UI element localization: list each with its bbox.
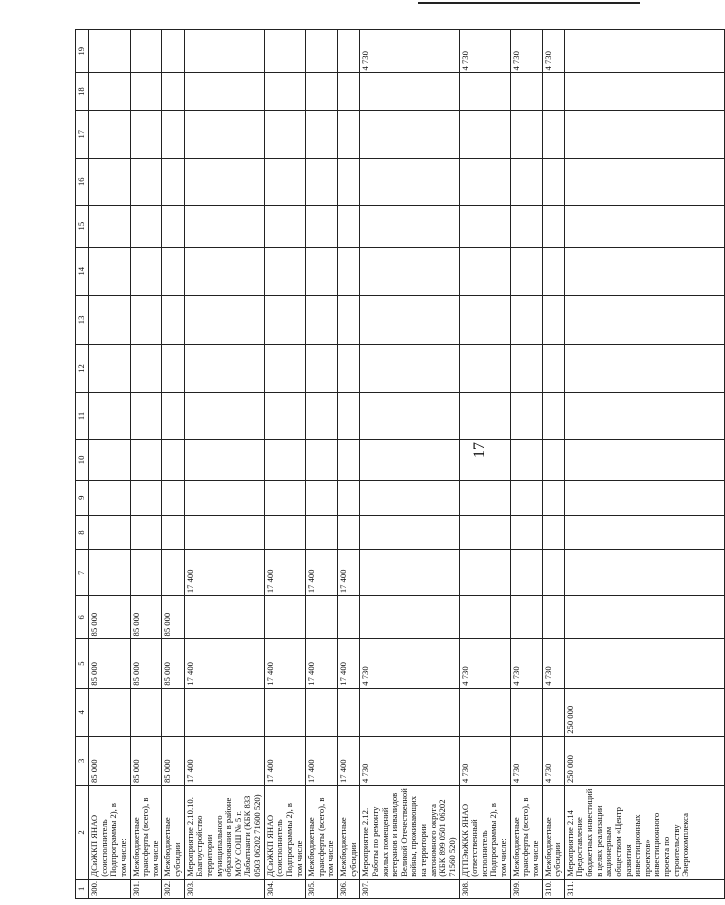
empty-cell [510, 480, 542, 515]
value-cell [564, 596, 724, 639]
empty-cell [162, 110, 184, 158]
empty-cell [338, 73, 360, 110]
empty-cell [184, 439, 264, 480]
empty-cell [564, 439, 724, 480]
value-cell: 250 000 [564, 736, 724, 785]
table-row [306, 30, 338, 899]
empty-cell [360, 439, 459, 480]
empty-cell [510, 247, 542, 295]
value-cell [89, 550, 131, 596]
empty-cell [459, 205, 510, 247]
empty-cell [338, 158, 360, 205]
value-cell: 4 730 [510, 639, 542, 688]
empty-cell [264, 480, 306, 515]
value-cell: 4 730 [510, 736, 542, 785]
empty-cell [542, 295, 564, 344]
column-header: 11 [76, 393, 89, 440]
empty-cell [542, 205, 564, 247]
empty-cell [338, 480, 360, 515]
value-cell: 17 400 [306, 639, 338, 688]
row-label: ДТПЭиЖКК ЯНАО (ответственный исполнитель Подпрограммы 2), в том числе: [459, 786, 510, 880]
value-cell: 4 730 [360, 30, 459, 73]
value-cell [542, 688, 564, 736]
empty-cell [338, 247, 360, 295]
empty-cell [459, 345, 510, 393]
column-header: 6 [76, 596, 89, 639]
empty-cell [162, 515, 184, 550]
empty-cell [89, 393, 131, 440]
empty-cell [510, 158, 542, 205]
value-cell: 17 400 [184, 639, 264, 688]
empty-cell [184, 205, 264, 247]
value-cell: 85 000 [162, 736, 184, 785]
empty-cell [564, 247, 724, 295]
empty-cell [459, 247, 510, 295]
empty-cell [264, 393, 306, 440]
empty-cell [542, 515, 564, 550]
value-cell [130, 688, 162, 736]
empty-cell [510, 205, 542, 247]
empty-cell [306, 295, 338, 344]
empty-cell [130, 439, 162, 480]
row-label: Межбюджетные субсидии [338, 786, 360, 880]
table-row [338, 30, 360, 899]
column-header: 14 [76, 247, 89, 295]
table-row [564, 30, 724, 899]
empty-cell [564, 110, 724, 158]
empty-cell [459, 73, 510, 110]
row-number: 306. [338, 879, 360, 898]
row-label: Межбюджетные трансферты (всего), в том числе [130, 786, 162, 880]
empty-cell [130, 158, 162, 205]
empty-cell [564, 345, 724, 393]
empty-cell [510, 295, 542, 344]
column-header: 18 [76, 73, 89, 110]
column-header: 16 [76, 158, 89, 205]
value-cell: 17 400 [306, 736, 338, 785]
value-cell [338, 596, 360, 639]
empty-cell [360, 110, 459, 158]
empty-cell [306, 439, 338, 480]
empty-cell [306, 110, 338, 158]
empty-cell [130, 393, 162, 440]
empty-cell [162, 73, 184, 110]
empty-cell [184, 73, 264, 110]
empty-cell [360, 158, 459, 205]
row-label: Межбюджетные трансферты (всего), в том числе [306, 786, 338, 880]
table-row [360, 30, 459, 899]
column-header: 8 [76, 515, 89, 550]
empty-cell [264, 247, 306, 295]
empty-cell [162, 205, 184, 247]
value-cell: 17 400 [264, 639, 306, 688]
value-cell [459, 688, 510, 736]
empty-cell [130, 295, 162, 344]
empty-cell [360, 345, 459, 393]
empty-cell [564, 295, 724, 344]
value-cell: 4 730 [459, 30, 510, 73]
empty-cell [338, 110, 360, 158]
empty-cell [306, 393, 338, 440]
row-number: 303. [184, 879, 264, 898]
empty-cell [564, 158, 724, 205]
value-cell: 4 730 [360, 639, 459, 688]
empty-cell [89, 480, 131, 515]
empty-cell [130, 73, 162, 110]
value-cell [510, 596, 542, 639]
row-label: Мероприятие 2.14 Предоставление бюджетных инвестиций в целях реализации акционерным обществом «Центр развития инвестиционных проектов» инвестиционного проекта по строительству Энергокомплекса [564, 786, 724, 880]
row-label: Межбюджетные субсидии [162, 786, 184, 880]
value-cell: 17 400 [338, 639, 360, 688]
empty-cell [306, 205, 338, 247]
empty-cell [338, 393, 360, 440]
value-cell: 85 000 [130, 596, 162, 639]
row-number: 308. [459, 879, 510, 898]
value-cell: 4 730 [542, 30, 564, 73]
empty-cell [89, 205, 131, 247]
empty-cell [306, 158, 338, 205]
empty-cell [162, 295, 184, 344]
empty-cell [459, 515, 510, 550]
empty-cell [510, 439, 542, 480]
empty-cell [306, 345, 338, 393]
table-row [162, 30, 184, 899]
table-row [510, 30, 542, 899]
value-cell [338, 30, 360, 73]
value-cell [542, 550, 564, 596]
empty-cell [542, 345, 564, 393]
empty-cell [264, 345, 306, 393]
empty-cell [510, 515, 542, 550]
row-label: Мероприятие 2.12. Работы по ремонту жилых помещений ветеранов и инвалидов Великой Отечественной войны, проживающих на территории автономного округа (КБК 899 0501 06202 71560 520) [360, 786, 459, 880]
empty-cell [89, 73, 131, 110]
empty-cell [89, 515, 131, 550]
value-cell [162, 30, 184, 73]
row-number: 305. [306, 879, 338, 898]
value-cell: 17 400 [264, 736, 306, 785]
empty-cell [130, 480, 162, 515]
empty-cell [542, 110, 564, 158]
empty-cell [542, 73, 564, 110]
value-cell [184, 596, 264, 639]
empty-cell [564, 73, 724, 110]
empty-cell [89, 158, 131, 205]
column-header: 4 [76, 688, 89, 736]
value-cell: 4 730 [510, 30, 542, 73]
empty-cell [130, 110, 162, 158]
empty-cell [162, 158, 184, 205]
table-row [542, 30, 564, 899]
empty-cell [264, 205, 306, 247]
value-cell: 85 000 [89, 596, 131, 639]
empty-cell [130, 247, 162, 295]
budget-table [75, 29, 725, 899]
empty-cell [89, 345, 131, 393]
empty-cell [510, 345, 542, 393]
column-header: 13 [76, 295, 89, 344]
value-cell: 17 400 [338, 550, 360, 596]
header-row [76, 30, 89, 899]
row-number: 304. [264, 879, 306, 898]
empty-cell [89, 295, 131, 344]
value-cell: 17 400 [264, 550, 306, 596]
table-row [184, 30, 264, 899]
empty-cell [459, 480, 510, 515]
value-cell [264, 688, 306, 736]
empty-cell [184, 345, 264, 393]
empty-cell [306, 73, 338, 110]
row-number: 302. [162, 879, 184, 898]
empty-cell [184, 393, 264, 440]
column-header: 17 [76, 110, 89, 158]
empty-cell [564, 515, 724, 550]
empty-cell [130, 205, 162, 247]
empty-cell [184, 158, 264, 205]
empty-cell [264, 295, 306, 344]
empty-cell [564, 205, 724, 247]
empty-cell [162, 393, 184, 440]
value-cell [306, 688, 338, 736]
column-header: 7 [76, 550, 89, 596]
column-header: 3 [76, 736, 89, 785]
value-cell: 250 000 [564, 688, 724, 736]
value-cell [89, 30, 131, 73]
empty-cell [89, 247, 131, 295]
empty-cell [360, 205, 459, 247]
row-label: Межбюджетные трансферты (всего), в том числе [510, 786, 542, 880]
value-cell [184, 688, 264, 736]
empty-cell [184, 110, 264, 158]
value-cell [130, 550, 162, 596]
empty-cell [130, 515, 162, 550]
value-cell: 17 400 [184, 736, 264, 785]
empty-cell [542, 439, 564, 480]
empty-cell [510, 110, 542, 158]
column-header: 5 [76, 639, 89, 688]
row-label: ДСиЖКП ЯНАО (соисполнитель Подпрограммы 2), в том числе [264, 786, 306, 880]
value-cell: 17 400 [338, 736, 360, 785]
empty-cell [542, 247, 564, 295]
empty-cell [459, 393, 510, 440]
column-header: 10 [76, 439, 89, 480]
empty-cell [459, 110, 510, 158]
empty-cell [162, 247, 184, 295]
page-number: 17 [471, 442, 488, 458]
value-cell: 4 730 [459, 736, 510, 785]
empty-cell [338, 205, 360, 247]
table-row [264, 30, 306, 899]
value-cell [564, 639, 724, 688]
empty-cell [542, 480, 564, 515]
empty-cell [184, 480, 264, 515]
value-cell [264, 30, 306, 73]
value-cell: 4 730 [360, 736, 459, 785]
value-cell [360, 688, 459, 736]
empty-cell [184, 247, 264, 295]
empty-cell [184, 515, 264, 550]
value-cell [459, 596, 510, 639]
value-cell [510, 550, 542, 596]
empty-cell [264, 158, 306, 205]
empty-cell [360, 73, 459, 110]
empty-cell [459, 158, 510, 205]
empty-cell [264, 73, 306, 110]
empty-cell [542, 393, 564, 440]
row-label: Межбюджетные субсидии [542, 786, 564, 880]
value-cell [162, 688, 184, 736]
value-cell: 4 730 [459, 639, 510, 688]
empty-cell [360, 480, 459, 515]
value-cell: 85 000 [130, 736, 162, 785]
budget-table-sheet [75, 29, 691, 899]
column-header: 1 [76, 879, 89, 898]
empty-cell [162, 345, 184, 393]
empty-cell [338, 515, 360, 550]
value-cell [306, 30, 338, 73]
table-row [459, 30, 510, 899]
value-cell [184, 30, 264, 73]
value-cell [130, 30, 162, 73]
row-number: 310. [542, 879, 564, 898]
empty-cell [130, 345, 162, 393]
empty-cell [264, 439, 306, 480]
column-header: 15 [76, 205, 89, 247]
row-label: ДСиЖКП ЯНАО (соисполнитель Подпрограммы 2), в том числе: [89, 786, 131, 880]
empty-cell [360, 515, 459, 550]
empty-cell [542, 158, 564, 205]
empty-cell [510, 393, 542, 440]
empty-cell [360, 247, 459, 295]
top-rule [418, 2, 640, 4]
row-number: 301. [130, 879, 162, 898]
value-cell: 4 730 [542, 736, 564, 785]
empty-cell [338, 295, 360, 344]
empty-cell [162, 439, 184, 480]
value-cell [360, 596, 459, 639]
empty-cell [89, 439, 131, 480]
column-header: 12 [76, 345, 89, 393]
empty-cell [360, 295, 459, 344]
empty-cell [89, 110, 131, 158]
value-cell [564, 30, 724, 73]
empty-cell [306, 515, 338, 550]
value-cell: 85 000 [89, 736, 131, 785]
value-cell [542, 596, 564, 639]
column-header: 9 [76, 480, 89, 515]
value-cell [264, 596, 306, 639]
column-header: 2 [76, 786, 89, 880]
empty-cell [338, 439, 360, 480]
value-cell [360, 550, 459, 596]
value-cell: 17 400 [306, 550, 338, 596]
value-cell [306, 596, 338, 639]
row-number: 307. [360, 879, 459, 898]
empty-cell [264, 515, 306, 550]
value-cell: 85 000 [162, 639, 184, 688]
empty-cell [459, 295, 510, 344]
empty-cell [510, 73, 542, 110]
value-cell [338, 688, 360, 736]
value-cell: 17 400 [184, 550, 264, 596]
value-cell [162, 550, 184, 596]
empty-cell [264, 110, 306, 158]
value-cell: 85 000 [130, 639, 162, 688]
column-header: 19 [76, 30, 89, 73]
row-number: 309. [510, 879, 542, 898]
value-cell [510, 688, 542, 736]
empty-cell [564, 393, 724, 440]
empty-cell [338, 345, 360, 393]
empty-cell [162, 480, 184, 515]
value-cell: 4 730 [542, 639, 564, 688]
row-label: Мероприятие 2.10.10. Благоустройство территории муниципального образования в районе МОУ СОШ № 5 г. Лабытнанги (КБК 833 0503 06202 71600 520) [184, 786, 264, 880]
row-number: 311. [564, 879, 724, 898]
table-row [89, 30, 131, 899]
value-cell [89, 688, 131, 736]
value-cell: 85 000 [89, 639, 131, 688]
value-cell [564, 550, 724, 596]
empty-cell [306, 247, 338, 295]
empty-cell [360, 393, 459, 440]
value-cell: 85 000 [162, 596, 184, 639]
value-cell [459, 550, 510, 596]
table-row [130, 30, 162, 899]
empty-cell [306, 480, 338, 515]
empty-cell [564, 480, 724, 515]
row-number: 300. [89, 879, 131, 898]
empty-cell [184, 295, 264, 344]
empty-cell [459, 439, 510, 480]
